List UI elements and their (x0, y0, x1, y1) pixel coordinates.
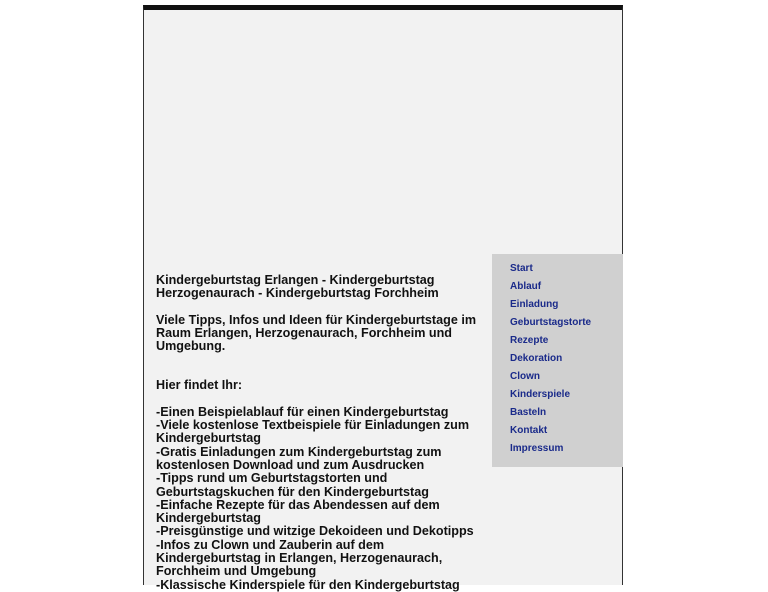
list-item: -Infos zu Clown und Zauberin auf dem Kindergeburtstag in Erlangen, Herzogenaurach, Forchheim und Umgebung (156, 537, 443, 579)
list-item: -Viele kostenlose Textbeispiele für Einladungen zum Kindergeburtstag (156, 418, 470, 446)
list-item: -Tipps rund um Geburtstagstorten und Geburtstagskuchen für den Kindergeburtstag (156, 471, 429, 499)
nav-item (510, 316, 623, 334)
list-item: -Einfache Rezepte für das Abendessen auf dem Kindergeburtstag (156, 497, 440, 526)
nav-link-start[interactable]: Start (510, 263, 533, 274)
nav-link-geburtstagstorte[interactable]: Geburtstagstorte (510, 317, 592, 328)
nav-link-rezepte[interactable]: Rezepte (510, 335, 549, 346)
sidebar-nav (492, 254, 623, 467)
list-item: -Gratis Einladungen zum Kindergeburtstag zum kostenlosen Download und zum Ausdrucken (156, 444, 442, 472)
page-title: Kindergeburtstag Erlangen - Kindergeburtstag Herzogenaurach - Kindergeburtstag Forchheim (156, 273, 439, 301)
nav-link-clown[interactable]: Clown (510, 371, 540, 382)
list-item: -Klassische Kinderspiele für den Kindergeburtstag (156, 577, 460, 592)
list-item: -Einen Beispielablauf für einen Kindergeburtstag (156, 404, 449, 419)
nav-item (510, 298, 623, 316)
nav-link-basteln[interactable]: Basteln (510, 407, 547, 418)
nav-item (510, 388, 623, 406)
nav-item (510, 280, 623, 298)
nav-item (510, 334, 623, 352)
nav-item (510, 352, 623, 370)
page-container (143, 5, 623, 592)
nav-item (510, 406, 623, 424)
nav-list (492, 254, 623, 460)
nav-link-impressum[interactable]: Impressum (510, 443, 564, 454)
nav-link-einladung[interactable]: Einladung (510, 299, 559, 310)
nav-item (510, 370, 623, 388)
nav-link-kinderspiele[interactable]: Kinderspiele (510, 389, 571, 400)
nav-item (510, 262, 623, 280)
list-item: -Preisgünstige und witzige Dekoideen und Dekotipps (156, 524, 474, 539)
intro-text: Viele Tipps, Infos und Ideen für Kindergeburtstage im Raum Erlangen, Herzogenaurach, Forchheim und Umgebung. (156, 312, 477, 354)
nav-link-kontakt[interactable]: Kontakt (510, 425, 548, 436)
nav-link-dekoration[interactable]: Dekoration (510, 353, 563, 364)
find-heading: Hier findet Ihr: (156, 378, 243, 393)
header-banner-area (144, 10, 622, 250)
nav-link-ablauf[interactable]: Ablauf (510, 281, 542, 292)
nav-item (510, 424, 623, 442)
nav-item (510, 442, 623, 460)
main-content (156, 274, 486, 592)
